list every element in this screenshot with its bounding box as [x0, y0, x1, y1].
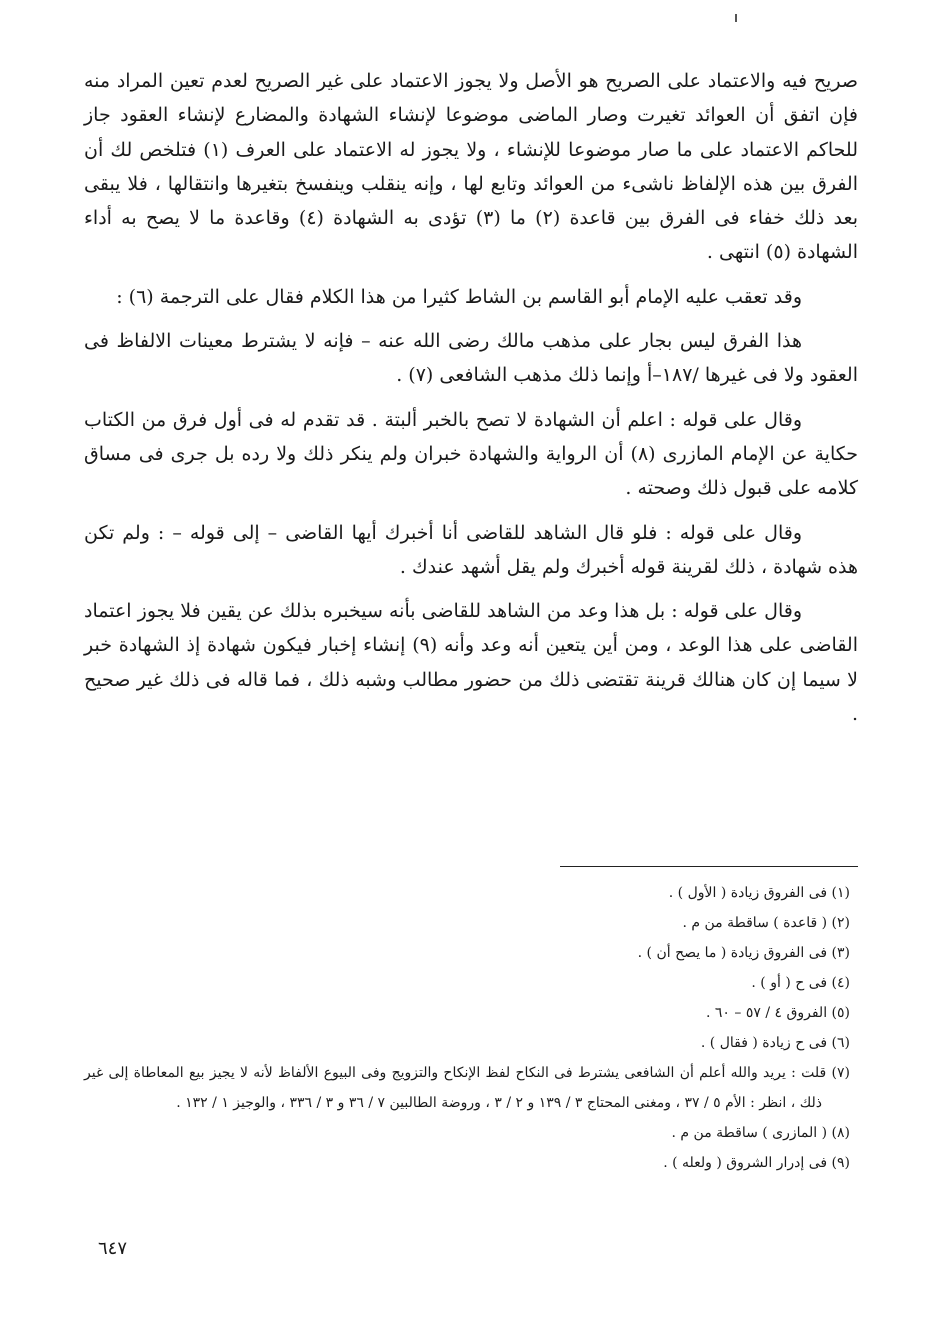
- footnote: (٤) فى ح ( أو ) .: [751, 975, 850, 991]
- footnote: (٩) فى إدرار الشروق ( ولعله ) .: [663, 1155, 850, 1171]
- footnote: (٥) الفروق ٤ / ٥٧ – ٦٠ .: [705, 1005, 850, 1021]
- paragraph: وقال على قوله : فلو قال الشاهد للقاضى أنا أخبرك أيها القاضى – إلى قوله – : ولم تكن هذه شهادة ، ذلك لقرينة قوله أخبرك ولم يقل أشهد عندك .: [84, 521, 858, 578]
- footnote-divider: [560, 866, 858, 867]
- scan-mark: [735, 14, 737, 22]
- footnote: (٢) ( قاعدة ) ساقطة من م .: [682, 915, 850, 931]
- footnote: (٨) ( المازرى ) ساقطة من م .: [671, 1125, 850, 1141]
- footnote: (٣) فى الفروق زيادة ( ما يصح أن ) .: [637, 945, 850, 961]
- page-number: ٦٤٧: [98, 1238, 128, 1259]
- paragraph: وقال على قوله : اعلم أن الشهادة لا تصح بالخبر ألبتة . قد تقدم له فى أول فرق من الكتاب حكاية عن الإمام المازرى (٨) أن الرواية والشهادة خبران ولم ينكر ذلك ولا رده بل جرى فى مساق كلامه على قبول ذلك وصحته .: [84, 408, 858, 500]
- paragraph: صريح فيه والاعتماد على الصريح هو الأصل ولا يجوز الاعتماد على غير الصريح لعدم تعين المراد منه فإن اتفق أن العوائد تغيرت وصار الماضى موضوعا لإنشاء الشهادة والمضارع لإنشاء العقود جاز للحاكم الاعتماد على ما صار موضوعا للإنشاء ، ولا يجوز له الاعتماد على العرف (١) فتلخص لك أن الفرق بين هذه الإلفاظ ناشىء من العوائد وتابع لها ، وإنه ينقلب وينفسخ بتغيرها وانتقالها ، فلا يبقى بعد ذلك خفاء فى الفرق بين قاعدة (٢) ما (٣) تؤدى به الشهادة (٤) وقاعدة ما لا يصح به أداء الشهادة (٥) انتهى .: [84, 70, 858, 264]
- footnotes: [84, 878, 850, 1178]
- main-text: [84, 64, 858, 741]
- footnote: (١) فى الفروق زيادة ( الأول ) .: [668, 885, 850, 901]
- paragraph: وقال على قوله : بل هذا وعد من الشاهد للقاضى بأنه سيخبره بذلك عن يقين فلا يجوز اعتماد القاضى على هذا الوعد ، ومن أين يتعين أنه وعد وأنه (٩) إنشاء إخبار فيكون شهادة إذ الشهادة خبر لا سيما إن كان هنالك قرينة تقتضى ذلك من حضور مطالب وشبه ذلك ، فما قاله فى ذلك غير صحيح .: [84, 600, 858, 726]
- paragraph: هذا الفرق ليس بجار على مذهب مالك رضى الله عنه – فإنه لا يشترط معينات الالفاظ فى العقود ولا فى غيرها /١٨٧–أ وإنما ذلك مذهب الشافعى (٧) .: [84, 330, 858, 387]
- footnote: (٦) فى ح زيادة ( فقال ) .: [700, 1035, 850, 1051]
- footnote: (٧) قلت : يريد والله أعلم أن الشافعى يشترط فى النكاح لفظ الإنكاح والتزويج وفى البيوع الألفاظ لأنه لا يجيز بيع المعاطاة إلى غير ذلك ، انظر : الأم ٥ / ٣٧ ، ومغنى المحتاج ٣ / ١٣٩ و ٢ / ٣ ، وروضة الطالبين ٧ / ٣٦ و ٣ / ٣٣٦ ، والوجيز ١ / ١٣٢ .: [84, 1065, 850, 1111]
- paragraph: وقد تعقب عليه الإمام أبو القاسم بن الشاط كثيرا من هذا الكلام فقال على الترجمة (٦) :: [116, 285, 802, 308]
